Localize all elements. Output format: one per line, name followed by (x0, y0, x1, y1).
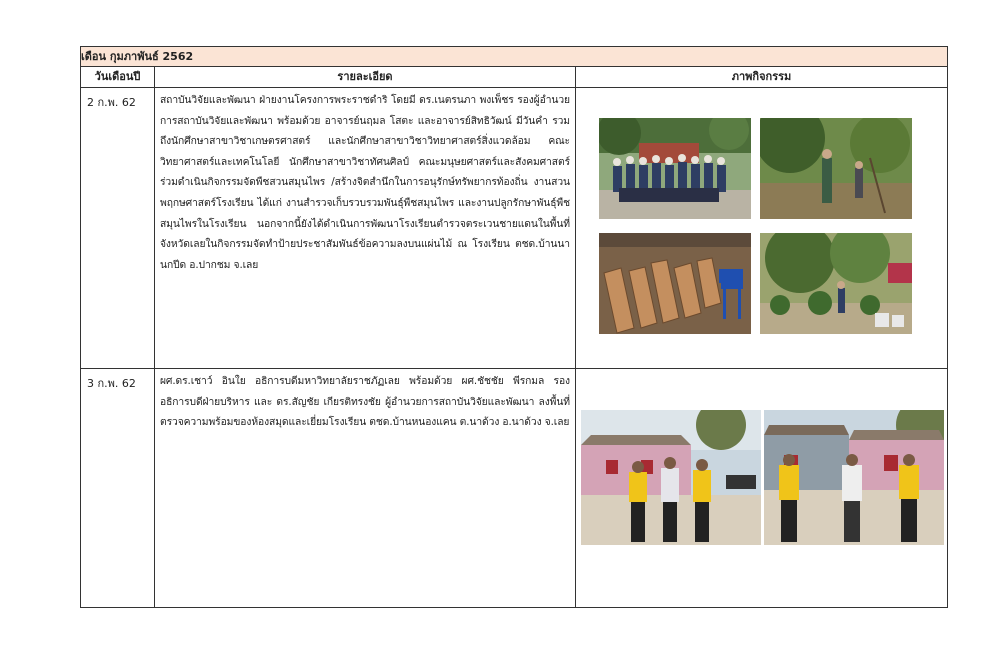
school-visit-photo-2 (764, 410, 944, 545)
gardening-photo (760, 118, 912, 219)
group-photo (599, 118, 751, 219)
row-detail: ผศ.ดร.เชาว์ อินใย อธิการบดีมหาวิทยาลัยราชภัฏเลย พร้อมด้วย ผศ.ชัชชัย พีรกมล รองอธิการบดีฝ่ายบริหาร และ ดร.สัญชัย เกียรติทรงชัย ผู้อำนวยการสถาบันวิจัยและพัฒนา ลงพื้นที่ตรวจความพร้อมของห้องสมุดและเยี่ยมโรงเรียน ตชด.บ้านหนองแคน ต.นาด้วง อ.นาด้วง จ.เลย (155, 369, 576, 608)
activity-photos (576, 369, 948, 608)
activity-photos (576, 88, 948, 369)
row-date: 3 ก.พ. 62 (81, 369, 155, 608)
table-row (81, 88, 948, 369)
activity-report-table (80, 46, 948, 608)
column-header-date: วันเดือนปี (81, 67, 155, 88)
column-header-activity: ภาพกิจกรรม (576, 67, 948, 88)
column-header-detail: รายละเอียด (155, 67, 576, 88)
herb-garden-photo (760, 233, 912, 334)
row-date: 2 ก.พ. 62 (81, 88, 155, 369)
column-header-row (81, 67, 948, 88)
month-header-row (81, 47, 948, 67)
school-visit-photo-1 (581, 410, 761, 545)
wooden-signs-photo (599, 233, 751, 334)
table-row (81, 369, 948, 608)
row-detail: สถาบันวิจัยและพัฒนา ฝ่ายงานโครงการพระราชดำริ โดยมี ดร.เนตรนภา พงเพ็ชร รองผู้อำนวยการสถาบันวิจัยและพัฒนา พร้อมด้วย อาจารย์นฤมล โสตะ และอาจารย์สิทธิวัฒน์ มีวันคำ รวมถึงนักศึกษาสาขาวิชาเกษตรศาสตร์ และนักศึกษาสาขาวิชาวิทยาศาสตร์สิ่งแวดล้อม คณะวิทยาศาสตร์และเทคโนโลยี นักศึกษาสาขาวิชาทัศนศิลป์ คณะมนุษยศาสตร์และสังคมศาสตร์ ร่วมดำเนินกิจกรรมจัดพืชสวนสมุนไพร /สร้างจิตสำนึกในการอนุรักษ์ทรัพยากรท้องถิ่น งานสวนพฤกษศาสตร์โรงเรียน ได้แก่ งานสำรวจเก็บรวบรวมพันธุ์พืชสมุนไพร และงานปลูกรักษาพันธุ์พืชสมุนไพรในโรงเรียน นอกจากนี้ยังได้ดำเนินการพัฒนาโรงเรียนตำรวจตระเวนชายแดนในพื้นที่จังหวัดเลยในกิจกรรมจัดทำป้ายประชาสัมพันธ์ข้อความลงบนแผ่นไม้ ณ โรงเรียน ตชด.บ้านนานกปีด อ.ปากชม จ.เลย (155, 88, 576, 369)
month-header: เดือน กุมภาพันธ์ 2562 (81, 47, 948, 67)
